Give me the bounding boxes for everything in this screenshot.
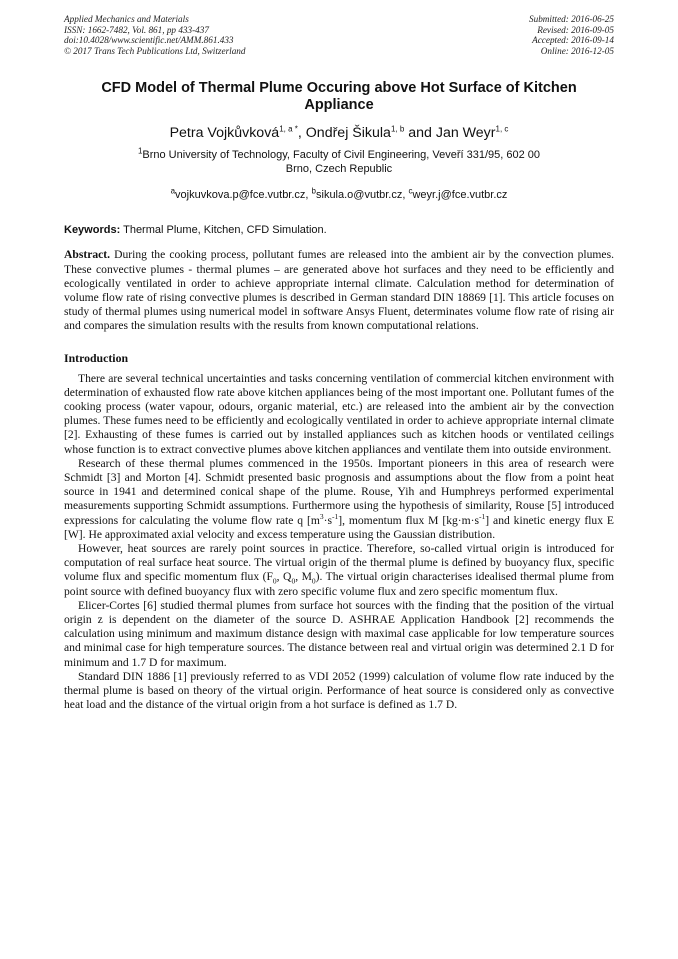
- accepted-date: Accepted: 2016-09-14: [532, 35, 614, 46]
- doi: doi:10.4028/www.scientific.net/AMM.861.433: [64, 35, 234, 46]
- journal-name: Applied Mechanics and Materials: [64, 14, 189, 24]
- header-right: [529, 14, 614, 56]
- subscript: 0: [272, 576, 277, 586]
- superscript: -1: [479, 511, 486, 521]
- issn: ISSN: 1662-7482, Vol. 861, pp 433-437: [64, 24, 209, 35]
- affiliation-text: Brno University of Technology, Faculty of Civil Engineering, Veveří 331/95, 602 00 Brno, Czech Republic: [142, 149, 541, 176]
- submitted-date: Submitted: 2016-06-25: [529, 14, 614, 24]
- paragraph: Elicer-Cortes [6] studied thermal plumes from surface hot sources with the finding that the position of the virtual origin z is dependent on the diameter of the source D. ASHRAE Application Handbook [2] recommends the calculation using minimum and maximum distance design with maximal case applicable for low temperature sources and minimal case for high temperature sources. The distance between real and virtual origin was determined 2.1 D for minimum and 1.7 D for maximum.: [64, 598, 614, 669]
- text-run: ). The virtual origin characterises idealised thermal plume from point source with defined buoyancy flux with zero specific volume flux and zero specific momentum flux.: [64, 570, 615, 598]
- email-link[interactable]: sikula.o@vutbr.cz,: [316, 189, 409, 202]
- abstract-label: Abstract.: [64, 248, 111, 262]
- author-affil-mark: 1, b: [390, 124, 405, 134]
- email-link[interactable]: vojkuvkova.p@fce.vutbr.cz,: [175, 189, 312, 202]
- revised-date: Revised: 2016-09-05: [537, 24, 614, 35]
- affiliation-mark: 1: [137, 146, 143, 156]
- affiliation: [124, 148, 554, 176]
- author-name: Jan Weyr: [435, 125, 496, 142]
- text-run: ] and kinetic energy flux E [W]. He approximated axial velocity and excess temperature using the Gaussian distribution.: [64, 513, 614, 541]
- keywords-label: Keywords:: [64, 224, 121, 237]
- section-heading: Introduction: [64, 350, 129, 365]
- header-left: [64, 14, 245, 56]
- abstract: [64, 248, 614, 333]
- superscript: 3: [319, 511, 324, 521]
- paragraph: [64, 542, 614, 599]
- superscript: -1: [331, 511, 339, 521]
- paper-title: CFD Model of Thermal Plume Occuring above Hot Surface of Kitchen Appliance: [101, 80, 577, 114]
- text-run: ], momentum flux M [kg·m·s: [338, 513, 480, 527]
- email-list: [64, 186, 614, 202]
- author-affil-mark: 1, a *: [279, 124, 298, 134]
- journal-header: [64, 14, 614, 56]
- email-mark: b: [311, 186, 316, 196]
- author-separator: and: [404, 125, 436, 142]
- email-mark: c: [408, 186, 413, 196]
- author-list: [64, 125, 614, 141]
- paragraph: [64, 457, 614, 542]
- copyright: © 2017 Trans Tech Publications Ltd, Switzerland: [64, 45, 246, 56]
- keywords-text: Thermal Plume, Kitchen, CFD Simulation.: [120, 224, 327, 237]
- paragraph: There are several technical uncertainties and tasks concerning ventilation of commercial kitchen environment with determination of exhausted flow rate above kitchen appliances being of the most important one. Pollutant fumes of the cooking process (water vapour, odours, organic material, etc.) are released into the ambient air by the convection plumes. These fumes need to be efficiently and ecologically ventilated in order to achieve appropriate internal climate [2]. Exhausting of these fumes is carried out by installed appliances such as kitchen hoods or ventilated ceilings whose function is to extract convective plumes above kitchen appliances and ventilate them into outside environment.: [64, 371, 614, 456]
- author-name: Petra Vojkůvková: [169, 125, 280, 142]
- keywords: [64, 224, 614, 236]
- abstract-text: During the cooking process, pollutant fumes are released into the ambient air by the convection plumes. These convective plumes - thermal plumes – are generated above hot surfaces and they need to be efficiently and ecologically ventilated in order to achieve appropriate internal climate. Calculation method for determination of volume flow rate of rising convective plumes is described in German standard DIN 18869 [1]. This article focuses on study of thermal plumes using numerical model in software Ansys Fluent, determinates volume flow rate of rising air and compares the simulation results with the results from known computational relations.: [64, 248, 614, 333]
- text-run: ·s: [323, 513, 332, 527]
- paper-page: [64, 14, 614, 712]
- email-mark: a: [170, 186, 176, 196]
- online-date: Online: 2016-12-05: [540, 45, 614, 56]
- author-separator: ,: [297, 125, 306, 142]
- subscript: 0: [291, 576, 296, 586]
- author-name: Ondřej Šikula: [305, 125, 391, 142]
- subscript: 0: [311, 576, 316, 586]
- text-run: , Q: [276, 570, 292, 584]
- email-link[interactable]: weyr.j@fce.vutbr.cz: [412, 189, 508, 202]
- text-run: , M: [295, 570, 312, 584]
- paragraph: Standard DIN 1886 [1] previously referred to as VDI 2052 (1999) calculation of volume flow rate induced by the thermal plume is based on theory of the virtual origin. Performance of heat source is considered only as convective heat load and the distance of the virtual origin from a hot surface is defined as 1.7 D.: [64, 669, 614, 712]
- text-run: Research of these thermal plumes commenced in the 1950s. Important pioneers in this area of research were Schmidt [3] and Morton [4]. Schmidt presented basic prognosis and assumptions about the flow from a point heat source in 1941 and determined conical shape of the plume. Rouse, Yih and Humphreys performed experimental measurements supporting Schmidt assumptions. Furthermore using the hypothesis of similarity, Rouse [5] introduced expressions for calculating the volume flow rate q [m: [64, 456, 614, 527]
- author-affil-mark: 1, c: [495, 124, 509, 134]
- text-run: However, heat sources are rarely point sources in practice. Therefore, so-called virtual origin is introduced for computation of real surface heat source. The virtual origin of the thermal plume is defined by buoyancy flux, specific volume flux and specific momentum flux (F: [64, 542, 614, 584]
